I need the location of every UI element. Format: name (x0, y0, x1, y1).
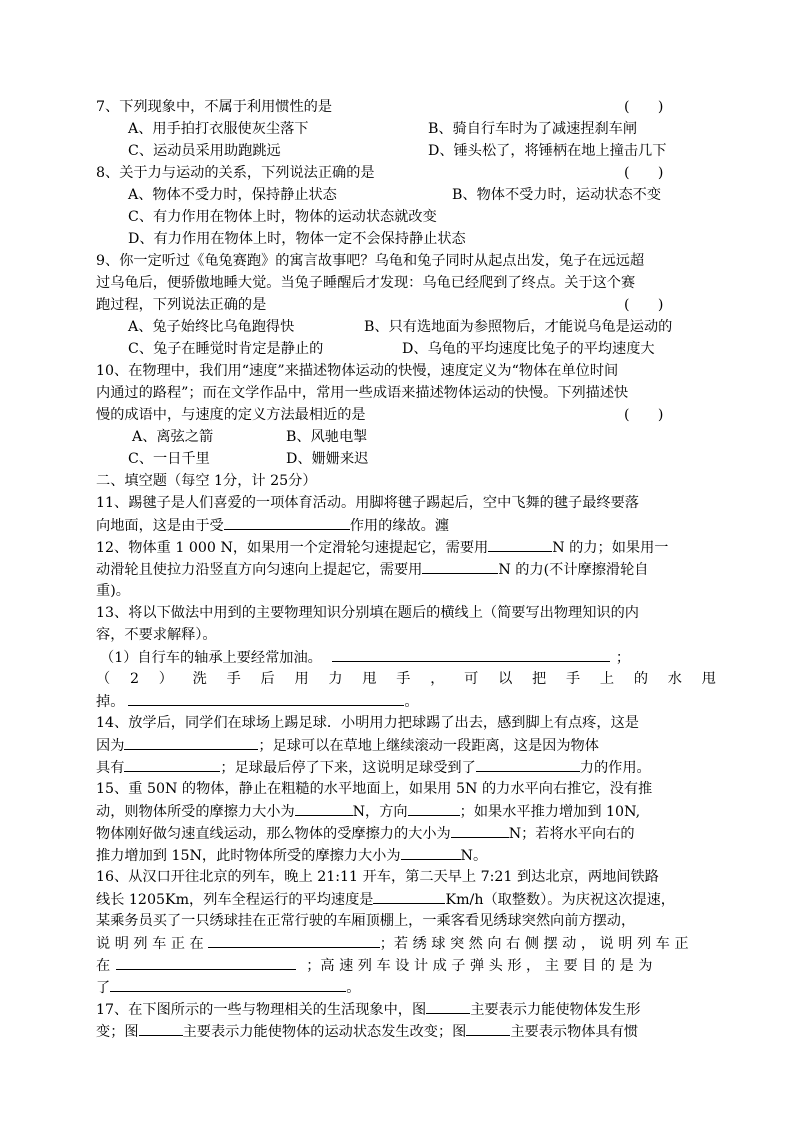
question-10-line2: 内通过的路程”；而在文学作品中，常用一些成语来描述物体运动的快慢。下列描述快 (96, 385, 629, 401)
question-16-text: ；若 绣 球 突 然 向 右 侧 摆 动 ， 说 明 列 车 正 (379, 936, 689, 952)
question-16-line4 (96, 932, 716, 954)
question-12-text: N 的力；如果用一 (552, 540, 669, 556)
question-12-line2 (96, 558, 716, 580)
answer-blank[interactable] (124, 734, 258, 750)
question-12-text: 动滑轮且使拉力沿竖直方向匀速向上提起它，需要用 (96, 562, 423, 578)
question-10-stem-end: 慢的成语中，与速度的定义方法最相近的是 (96, 407, 366, 423)
question-12-text: 12、物体重 1 000 N，如果用一个定滑轮匀速提起它，需要用 (96, 540, 489, 556)
question-17-text: 变；图 (96, 1024, 139, 1040)
item-2-char: 后 (260, 671, 275, 687)
question-15-text: N。 (460, 848, 488, 864)
question-11-line1: 11、踢毽子是人们喜爱的一项体育活动。用脚将毽子踢起后，空中飞舞的毽子最终要落 (96, 495, 639, 511)
question-9-line2: 过乌龟后，便骄傲地睡大觉。当兔子睡醒后才发现：乌龟已经爬到了终点。关于这个赛 (96, 275, 636, 291)
question-10-line3 (96, 404, 716, 426)
answer-blank[interactable] (488, 536, 552, 552)
question-16-line6 (96, 976, 716, 998)
question-16-text: ；高 速 列 车 设 计 成 子 弹 头 形 ， 主 要 目 的 是 为 (306, 958, 653, 974)
question-15-text: 物体刚好做匀速直线运动，那么物体的受摩擦力的大小为 (96, 826, 451, 842)
answer-blank[interactable] (224, 514, 350, 530)
item-2-char: 用 (294, 671, 309, 687)
question-17-text: 主要表示物体具有惯 (510, 1024, 639, 1040)
question-15-line3 (96, 822, 716, 844)
question-14-line3 (96, 756, 716, 778)
item-2-char: 力 (328, 671, 343, 687)
question-15-text: ；如果水平推力增加到 10N, (459, 804, 641, 820)
item-2-char: 可 (464, 671, 479, 687)
question-11-text-end: 作用的缘故。 (349, 518, 435, 534)
answer-blank[interactable] (451, 822, 509, 838)
question-14-line2 (96, 734, 716, 756)
question-13-item1 (96, 646, 716, 668)
item-2-char: 上 (599, 671, 615, 687)
option-c: C、运动员采用助跑跳远 (128, 143, 281, 159)
section-heading: 二、填空题（每空 1分，计 25分） (96, 473, 317, 489)
answer-blank[interactable] (295, 800, 353, 816)
question-16-line1: 16、从汉口开往北京的列车，晚上 21:11 开车，第二天早上 7:21 到达北京，两地间铁路 (96, 869, 659, 885)
question-17-line2 (96, 1020, 716, 1042)
answer-blank[interactable] (139, 1020, 183, 1036)
question-17-text: 17、在下图所示的一些与物理相关的生活现象中，图 (96, 1002, 427, 1018)
option-d: D、乌龟的平均速度比兔子的平均速度大 (402, 341, 655, 357)
item-2-char: 2 (129, 671, 139, 687)
question-14-text: 具有 (96, 760, 125, 776)
option-c: C、兔子在睡觉时肯定是静止的 (128, 341, 324, 357)
question-10-line1: 10、在物理中，我们用“速度”来描述物体运动的快慢，速度定义为“物体在单位时间 (96, 363, 619, 379)
item-2-char: ） (158, 671, 173, 687)
option-c: C、一日千里 (128, 451, 210, 467)
item-1-end: ； (615, 650, 631, 666)
item-2-end: 。 (404, 694, 419, 710)
question-15-text: N，方向 (352, 804, 408, 820)
item-2-tail: 掉。 (96, 694, 125, 710)
question-7-options-ab (96, 118, 716, 140)
answer-blank[interactable] (124, 756, 220, 772)
question-12-line3: 重)。 (96, 583, 130, 599)
item-1-text: （1）自行车的轴承上要经常加油。 (100, 650, 322, 666)
question-8-options-ab (96, 184, 716, 206)
answer-paren: ( ) (624, 99, 664, 115)
option-a: A、兔子始终比乌龟跑得快 (128, 319, 295, 335)
option-b: B、风驰电掣 (286, 429, 368, 445)
question-16-text: 了 (96, 980, 111, 996)
question-16-text: 说 明 列 车 正 在 (96, 936, 204, 952)
item-2-char: 手 (565, 671, 581, 687)
item-2-char: 手 (226, 671, 241, 687)
question-9-line1: 9、你一定听过《龟兔赛跑》的寓言故事吧？乌龟和兔子同时从起点出发，兔子在远远超 (96, 253, 645, 269)
item-2-char: （ (96, 671, 111, 687)
item-2-char: 甩 (701, 671, 716, 687)
question-15-line1: 15、重 50N 的物体，静止在粗糙的水平地面上，如果用 5N 的力水平向右推它，没有推 (96, 781, 653, 797)
question-9-stem-end: 跑过程，下列说法正确的是 (96, 297, 267, 313)
answer-blank[interactable] (116, 954, 296, 970)
option-a: A、物体不受力时，保持静止状态 (128, 187, 337, 203)
question-14-text: ；足球可以在草地上继续滚动一段距离，这是因为物体 (258, 738, 599, 754)
item-2-char: 水 (667, 671, 682, 687)
answer-blank[interactable] (476, 756, 580, 772)
question-16-line3: 某乘务员买了一只绣球挂在正常行驶的车厢顶棚上，一乘客看见绣球突然向前方摆动， (96, 913, 636, 929)
item-2-char: ， (430, 671, 445, 687)
exam-page (96, 96, 716, 1042)
answer-blank[interactable] (373, 888, 445, 904)
question-10-options-ab (96, 426, 716, 448)
question-12-line1 (96, 536, 716, 558)
question-16-text: 在 (96, 958, 111, 974)
option-b: B、物体不受力时，运动状态不变 (452, 187, 662, 203)
option-d: D、姗姗来迟 (286, 451, 369, 467)
answer-blank[interactable] (128, 690, 404, 706)
option-b: B、骑自行车时为了减速捏刹车闸 (428, 121, 638, 137)
option-c: C、有力作用在物体上时，物体的运动状态就改变 (128, 209, 437, 225)
question-16-text: 线长 1205Km，列车全程运行的平均速度是 (96, 892, 374, 908)
question-13-item2 (96, 668, 716, 690)
answer-blank[interactable] (426, 998, 470, 1014)
answer-blank[interactable] (422, 558, 498, 574)
answer-blank[interactable] (110, 976, 346, 992)
question-15-line2 (96, 800, 716, 822)
question-16-text: Km/h（取整数）。为庆祝这次提速， (445, 892, 675, 908)
question-7 (96, 96, 716, 118)
question-13-line2: 容，不要求解释）。 (96, 627, 217, 643)
option-d: D、锤头松了，将锤柄在地上撞击几下 (428, 143, 667, 159)
question-16-text: 。 (346, 980, 361, 996)
question-15-text: N；若将水平向右的 (508, 826, 635, 842)
question-15-line4 (96, 844, 716, 866)
option-a: A、用手拍打衣服使灰尘落下 (128, 121, 309, 137)
answer-paren: ( ) (624, 165, 664, 181)
item-2-char: 以 (498, 671, 513, 687)
item-2-char: 洗 (192, 671, 207, 687)
option-b: B、只有选地面为参照物后，才能说乌龟是运动的 (364, 319, 673, 335)
option-d: D、有力作用在物体上时，物体一定不会保持静止状态 (128, 231, 466, 247)
question-14-text: 力的作用。 (579, 760, 651, 776)
answer-blank[interactable] (466, 1020, 510, 1036)
question-17-line1 (96, 998, 716, 1020)
question-11-text: 向地面，这是由于受 (96, 518, 224, 534)
question-17-text: 主要表示力能使物体的运动状态发生改变；图 (182, 1024, 467, 1040)
item-2-char: 甩 (362, 671, 377, 687)
stray-mark: 瀍 (434, 518, 450, 534)
question-9-options-cd (96, 338, 716, 360)
question-7-stem: 7、下列现象中，不属于利用惯性的是 (96, 99, 333, 115)
answer-blank[interactable] (332, 646, 610, 662)
question-9-line3 (96, 294, 716, 316)
question-14-text: ；足球最后停了下来，这说明足球受到了 (220, 760, 476, 776)
question-17-text: 主要表示力能使物体发生形 (470, 1002, 641, 1018)
question-12-text: N 的力(不计摩擦滑轮自 (498, 562, 649, 578)
answer-blank[interactable] (208, 932, 380, 948)
question-11-line2 (96, 514, 716, 536)
item-2-char: 把 (532, 671, 547, 687)
question-15-text: 动，则物体所受的摩擦力大小为 (96, 804, 295, 820)
question-8-stem: 8、关于力与运动的关系，下列说法正确的是 (96, 165, 375, 181)
question-15-text: 推力增加到 15N，此时物体所受的摩擦力大小为 (96, 848, 401, 864)
answer-blank[interactable] (408, 800, 460, 816)
question-8 (96, 162, 716, 184)
question-13-item2-tail (96, 690, 716, 712)
question-7-options-cd (96, 140, 716, 162)
question-16-line2 (96, 888, 716, 910)
item-2-char: 手 (396, 671, 411, 687)
question-13-line1: 13、将以下做法中用到的主要物理知识分别填在题后的横线上（简要写出物理知识的内 (96, 605, 639, 621)
option-a: A、离弦之箭 (132, 429, 214, 445)
question-14-text: 因为 (96, 738, 125, 754)
question-10-options-cd (96, 448, 716, 470)
question-16-line5 (96, 954, 716, 976)
answer-blank[interactable] (401, 844, 461, 860)
answer-paren: ( ) (624, 297, 664, 313)
answer-paren: ( ) (624, 407, 664, 423)
question-9-options-ab (96, 316, 716, 338)
item-2-char: 的 (633, 671, 649, 687)
question-14-line1: 14、放学后，同学们在球场上踢足球．小明用力把球踢了出去，感到脚上有点疼，这是 (96, 715, 639, 731)
